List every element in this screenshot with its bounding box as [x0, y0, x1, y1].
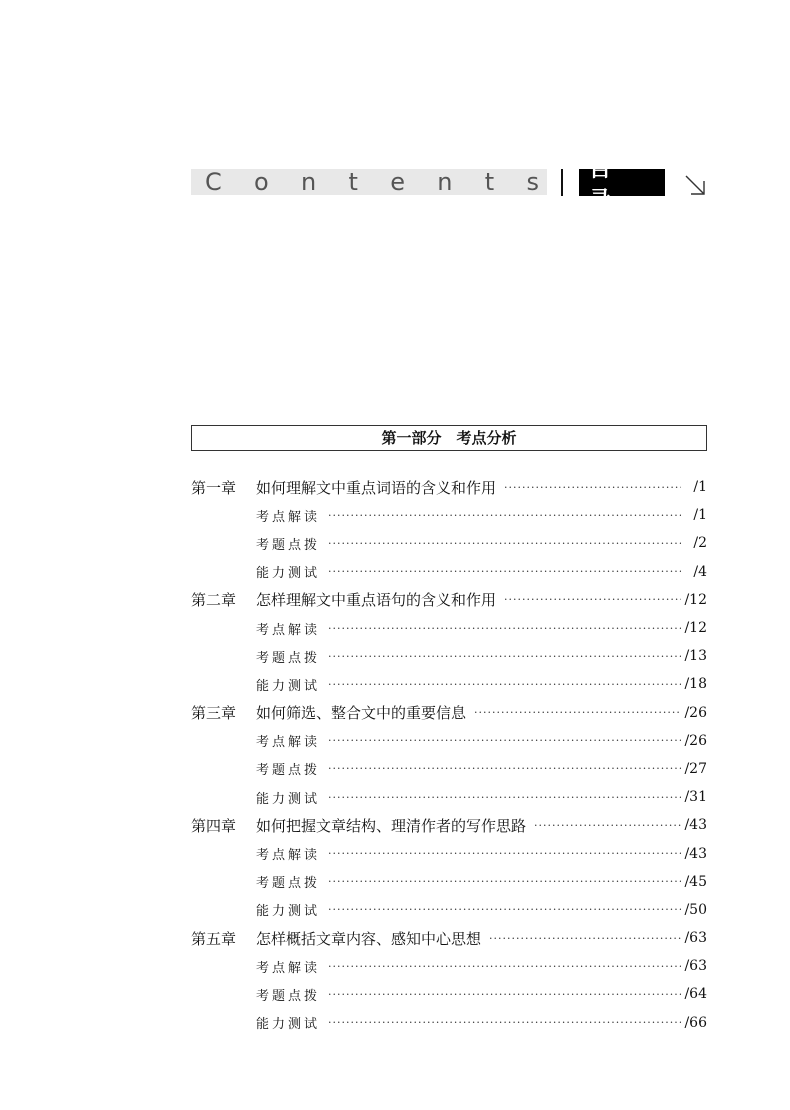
page-number: /1 — [693, 479, 707, 496]
subsection-label: 能力测试 — [256, 678, 321, 694]
page-number: /26 — [684, 704, 707, 721]
chapter-entry[interactable] — [191, 811, 707, 839]
chapter-title: 如何把握文章结构、理清作者的写作思路 — [256, 816, 527, 835]
header-divider — [561, 169, 563, 196]
dot-leader — [328, 565, 681, 578]
subsection-label: 考点解读 — [256, 848, 321, 864]
page-number: /63 — [684, 958, 707, 975]
page-number: /13 — [684, 648, 707, 665]
subsection-label: 考题点拨 — [256, 537, 321, 553]
subsection-entry[interactable] — [191, 670, 707, 698]
subsection-label: 考题点拨 — [256, 650, 321, 666]
subsection-entry[interactable] — [191, 501, 707, 529]
page-number: /45 — [684, 873, 707, 890]
arrow-down-right-icon — [683, 173, 707, 197]
contents-header — [191, 156, 707, 213]
chapter-number: 第三章 — [191, 704, 237, 723]
dot-leader — [328, 650, 681, 663]
chapter-title: 怎样概括文章内容、感知中心思想 — [256, 929, 482, 948]
dot-leader — [328, 509, 681, 522]
page-number: /12 — [684, 591, 707, 608]
chapter-title: 如何筛选、整合文中的重要信息 — [256, 704, 467, 723]
subsection-label: 能力测试 — [256, 1017, 321, 1033]
page-number: /4 — [693, 563, 707, 580]
contents-letter: C — [205, 168, 222, 196]
page-number: /64 — [684, 986, 707, 1003]
page-number: /63 — [684, 930, 707, 947]
subsection-entry[interactable] — [191, 783, 707, 811]
dot-leader — [328, 1016, 681, 1029]
subsection-entry[interactable] — [191, 952, 707, 980]
contents-letter: n — [437, 168, 453, 196]
subsection-entry[interactable] — [191, 980, 707, 1008]
dot-leader — [328, 903, 681, 916]
subsection-label: 能力测试 — [256, 791, 321, 807]
chapter-number: 第一章 — [191, 478, 237, 497]
table-of-contents — [191, 473, 707, 1037]
subsection-label: 考点解读 — [256, 622, 321, 638]
subsection-entry[interactable] — [191, 839, 707, 867]
dot-leader — [474, 706, 681, 719]
page-number: /43 — [684, 817, 707, 834]
section-heading: 第一部分 考点分析 — [191, 425, 707, 451]
chapter-title: 如何理解文中重点词语的含义和作用 — [256, 478, 497, 497]
subsection-label: 考点解读 — [256, 735, 321, 751]
dot-leader — [328, 537, 681, 550]
page-number: /66 — [684, 1014, 707, 1031]
subsection-entry[interactable] — [191, 727, 707, 755]
dot-leader — [328, 762, 681, 775]
chapter-title: 怎样理解文中重点语句的含义和作用 — [256, 591, 497, 610]
dot-leader — [489, 932, 681, 945]
subsection-entry[interactable] — [191, 868, 707, 896]
subsection-entry[interactable] — [191, 642, 707, 670]
subsection-entry[interactable] — [191, 896, 707, 924]
contents-title-bar — [191, 169, 547, 195]
contents-letter: e — [390, 168, 405, 196]
dot-leader — [534, 819, 681, 832]
dot-leader — [504, 593, 681, 606]
chapter-entry[interactable] — [191, 924, 707, 952]
subsection-entry[interactable] — [191, 529, 707, 557]
page-number: /31 — [684, 789, 707, 806]
chapter-number: 第五章 — [191, 929, 237, 948]
dot-leader — [328, 678, 681, 691]
page-number: /27 — [684, 760, 707, 777]
page-number: /18 — [684, 676, 707, 693]
subsection-label: 能力测试 — [256, 566, 321, 582]
subsection-label: 考题点拨 — [256, 876, 321, 892]
subsection-entry[interactable] — [191, 755, 707, 783]
page-number: /26 — [684, 732, 707, 749]
page-number: /12 — [684, 620, 707, 637]
dot-leader — [328, 791, 681, 804]
contents-letter: s — [526, 168, 539, 196]
chapter-entry[interactable] — [191, 699, 707, 727]
subsection-label: 考题点拨 — [256, 988, 321, 1004]
contents-letter: o — [254, 168, 269, 196]
contents-letter: t — [484, 168, 495, 196]
subsection-label: 考题点拨 — [256, 763, 321, 779]
subsection-entry[interactable] — [191, 614, 707, 642]
subsection-label: 考点解读 — [256, 509, 321, 525]
subsection-label: 考点解读 — [256, 960, 321, 976]
page-number: /50 — [684, 901, 707, 918]
contents-letter: t — [348, 168, 358, 196]
chapter-entry[interactable] — [191, 586, 707, 614]
page-number: /43 — [684, 845, 707, 862]
mulu-title: 目 录 — [579, 169, 665, 196]
dot-leader — [328, 988, 681, 1001]
dot-leader — [328, 875, 681, 888]
dot-leader — [328, 622, 681, 635]
chapter-number: 第二章 — [191, 591, 237, 610]
dot-leader — [328, 960, 681, 973]
dot-leader — [328, 734, 681, 747]
subsection-entry[interactable] — [191, 1009, 707, 1037]
chapter-entry[interactable] — [191, 473, 707, 501]
dot-leader — [504, 481, 681, 494]
contents-letter: n — [301, 168, 317, 196]
subsection-entry[interactable] — [191, 558, 707, 586]
subsection-label: 能力测试 — [256, 904, 321, 920]
page-number: /2 — [693, 535, 707, 552]
page-number: /1 — [693, 507, 707, 524]
chapter-number: 第四章 — [191, 816, 237, 835]
dot-leader — [328, 847, 681, 860]
